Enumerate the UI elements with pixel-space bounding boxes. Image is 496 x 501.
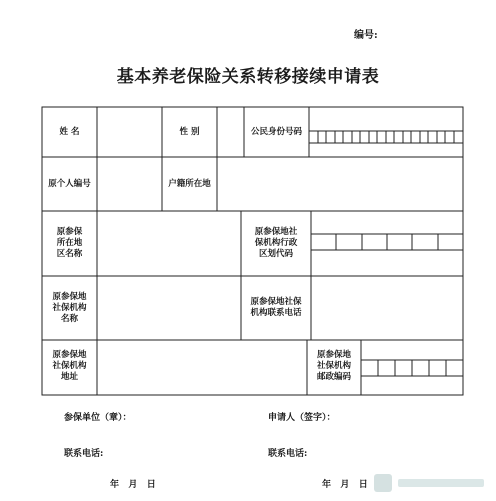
personal-number-label: 原个人编号 <box>48 179 91 189</box>
applicant-phone-label: 联系电话: <box>268 449 308 459</box>
form-title: 基本养老保险关系转移接续申请表 <box>116 67 380 87</box>
original-agency-region-code-label: 原参保地社 保机构行政 区划代码 <box>254 227 298 259</box>
serial-number-label: 编号: <box>354 30 378 41</box>
unit-seal-label: 参保单位（章）： <box>64 413 132 423</box>
original-agency-phone-label: 原参保地社保 机构联系电话 <box>250 297 302 318</box>
id-number-label: 公民身份号码 <box>250 127 302 137</box>
original-agency-postcode-label: 原参保地 社保机构 邮政编码 <box>316 350 351 382</box>
region-code-boxes <box>311 234 463 250</box>
gender-label: 性 别 <box>179 127 200 137</box>
original-agency-name-label: 原参保地 社保机构 名称 <box>52 292 87 324</box>
id-number-boxes <box>309 131 463 143</box>
household-registration-label: 户籍所在地 <box>168 179 211 189</box>
applicant-signature-label: 申请人（签字）： <box>268 413 336 423</box>
unit-date-label: 年 月 日 <box>110 480 156 490</box>
postal-code-boxes <box>361 360 463 376</box>
original-insured-district-label: 原参保 所在地 区名称 <box>56 227 83 259</box>
applicant-date-label: 年 月 日 <box>322 480 368 490</box>
watermark-logo <box>372 470 490 496</box>
unit-phone-label: 联系电话: <box>64 449 104 459</box>
original-agency-address-label: 原参保地 社保机构 地址 <box>52 350 87 382</box>
name-label: 姓 名 <box>59 127 80 137</box>
